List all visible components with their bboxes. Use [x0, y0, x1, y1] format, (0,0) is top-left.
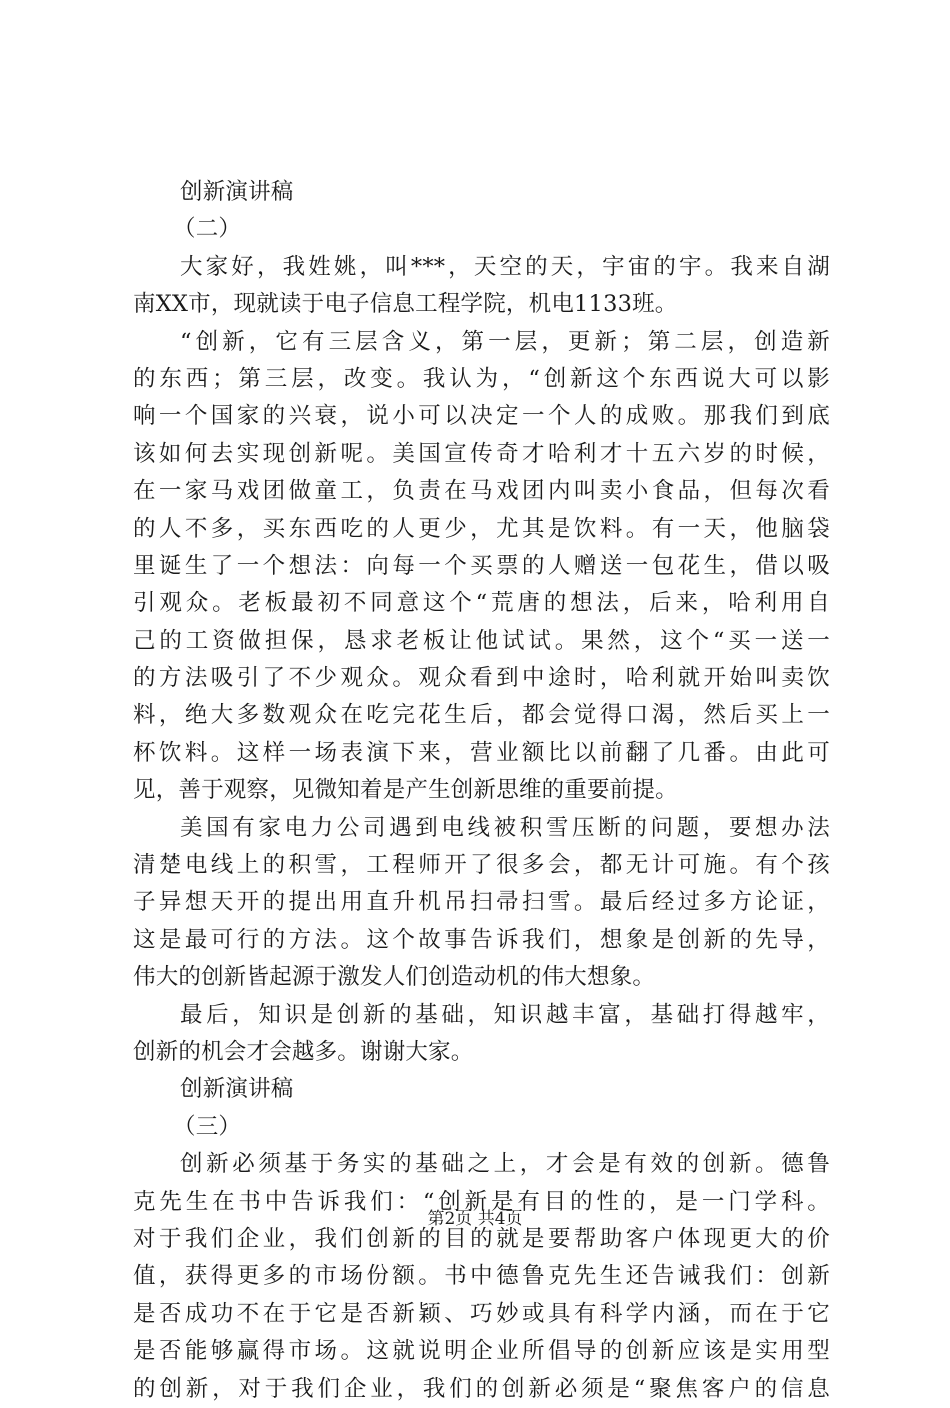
section-number: （三）: [173, 1113, 242, 1140]
text-line: 是否成功不在于它是否新颖、巧妙或具有科学内涵，而在于它: [133, 1300, 830, 1327]
text-line: 值，获得更多的市场份额。书中德鲁克先生还告诫我们：创新: [133, 1263, 830, 1290]
text-line: 里诞生了一个想法：向每一个买票的人赠送一包花生，借以吸: [133, 552, 830, 579]
text-line: 的东西；第三层，改变。我认为，“创新这个东西说大可以影: [133, 365, 830, 392]
text-line: 创新的机会才会越多。谢谢大家。: [133, 1038, 474, 1065]
text-line: 的创新，对于我们企业，我们的创新必须是“聚焦客户的信息: [133, 1375, 830, 1402]
section-number: （二）: [173, 216, 242, 243]
text-line: 在一家马戏团做童工，负责在马戏团内叫卖小食品，但每次看: [133, 478, 830, 505]
text-line: 料，绝大多数观众在吃完花生后，都会觉得口渴，然后买上一: [133, 702, 830, 729]
text-line: 该如何去实现创新呢。美国宣传奇才哈利才十五六岁的时候，: [133, 440, 830, 467]
text-line: 南XX市，现就读于电子信息工程学院，机电1133班。: [133, 291, 678, 318]
text-line: 的人不多，买东西吃的人更少，尤其是饮料。有一天，他脑袋: [133, 515, 830, 542]
text-line: 伟大的创新皆起源于激发人们创造动机的伟大想象。: [133, 964, 656, 991]
text-line: 美国有家电力公司遇到电线被积雪压断的问题，要想办法: [180, 814, 830, 841]
text-line: 这是最可行的方法。这个故事告诉我们，想象是创新的先导，: [133, 926, 830, 953]
text-line: 的方法吸引了不少观众。观众看到中途时，哈利就开始叫卖饮: [133, 665, 830, 692]
text-line: 大家好，我姓姚，叫***，天空的天，宇宙的宇。我来自湖: [180, 253, 830, 280]
page-footer: 第2页 共4页: [427, 1209, 523, 1229]
text-line: 杯饮料。这样一场表演下来，营业额比以前翻了几番。由此可: [133, 739, 830, 766]
paragraph: [133, 1146, 830, 1408]
text-line: 对于我们企业，我们创新的目的就是要帮助客户体现更大的价: [133, 1225, 830, 1252]
paragraph: [133, 810, 830, 997]
text-line: 清楚电线上的积雪，工程师开了很多会，都无计可施。有个孩: [133, 852, 830, 879]
text-line: 己的工资做担保，恳求老板让他试试。果然，这个“买一送一: [133, 627, 830, 654]
paragraph: [133, 249, 830, 324]
text-line: 是否能够赢得市场。这就说明企业所倡导的创新应该是实用型: [133, 1338, 830, 1365]
text-line: 见，善于观察，见微知着是产生创新思维的重要前提。: [133, 777, 678, 804]
paragraph: [133, 324, 830, 810]
section-heading: 创新演讲稿: [180, 1076, 294, 1103]
text-line: 克先生在书中告诉我们：“创新是有目的性的，是一门学科。: [133, 1188, 830, 1215]
paragraph: [133, 997, 830, 1072]
text-line: 引观众。老板最初不同意这个“荒唐的想法，后来，哈利用自: [133, 590, 830, 617]
text-line: 子异想天开的提出用直升机吊扫帚扫雪。最后经过多方论证，: [133, 889, 830, 916]
section-heading: 创新演讲稿: [180, 179, 294, 205]
text-line: 响一个国家的兴衰，说小可以决定一个人的成败。那我们到底: [133, 403, 830, 430]
text-line: 最后，知识是创新的基础，知识越丰富，基础打得越牢，: [180, 1001, 830, 1028]
text-line: 创新必须基于务实的基础之上，才会是有效的创新。德鲁: [180, 1151, 830, 1178]
text-line: “创新，它有三层含义，第一层，更新；第二层，创造新: [180, 328, 830, 355]
